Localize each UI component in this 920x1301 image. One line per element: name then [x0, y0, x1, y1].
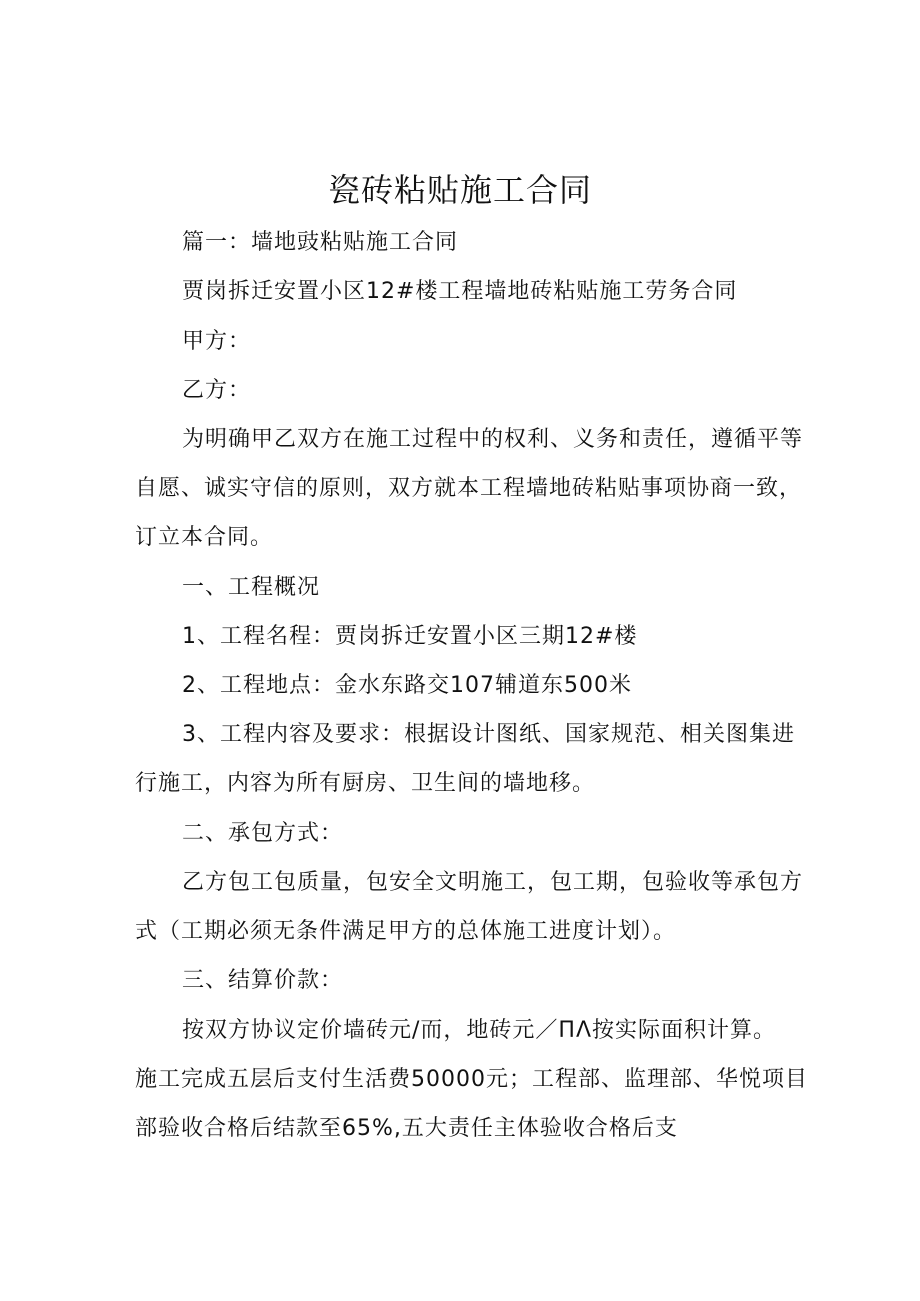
paragraph-line: 式（工期必须无条件满足甲方的总体施工进度计划）。	[135, 919, 677, 944]
list-item: 2、工程地点：金水东路交107辅道东500米	[182, 673, 632, 698]
paragraph-line: 按双方协议定价墙砖元/而，地砖元／ΠΛ按实际面积计算。	[182, 1018, 777, 1043]
contract-subtitle: 贾岗拆迁安置小区12#楼工程墙地砖粘贴施工劳务合同	[182, 279, 738, 304]
paragraph-line: 订立本合同。	[135, 525, 274, 550]
paragraph-line: 为明确甲乙双方在施工过程中的权利、义务和责任，遵循平等	[182, 427, 804, 452]
party-b-label: 乙方：	[182, 378, 252, 403]
party-a-label: 甲方：	[182, 329, 252, 354]
paragraph-line: 自愿、诚实守信的原则，双方就本工程墙地砖粘贴事项协商一致，	[135, 476, 803, 501]
clause-heading: 二、承包方式：	[182, 821, 344, 846]
paragraph-line: 施工完成五层后支付生活费50000元；工程部、监理部、华悦项目	[135, 1067, 808, 1092]
document-title: 瓷砖粘贴施工合同	[327, 171, 592, 209]
paragraph-line: 部验收合格后结款至65%,五大责任主体验收合格后支	[135, 1116, 678, 1141]
section-heading: 篇一：墙地豉粘贴施工合同	[182, 230, 459, 255]
clause-heading: 一、工程概况	[182, 575, 321, 600]
paragraph-line: 行施工，内容为所有厨房、卫生间的墙地移。	[135, 771, 596, 796]
paragraph-line: 乙方包工包质量，包安全文明施工，包工期，包验收等承包方	[182, 870, 804, 895]
list-item: 1、工程名程：贾岗拆迁安置小区三期12#楼	[182, 624, 638, 649]
list-item: 3、工程内容及要求：根据设计图纸、国家规范、相关图集进	[182, 722, 795, 747]
clause-heading: 三、结算价款：	[182, 968, 344, 993]
